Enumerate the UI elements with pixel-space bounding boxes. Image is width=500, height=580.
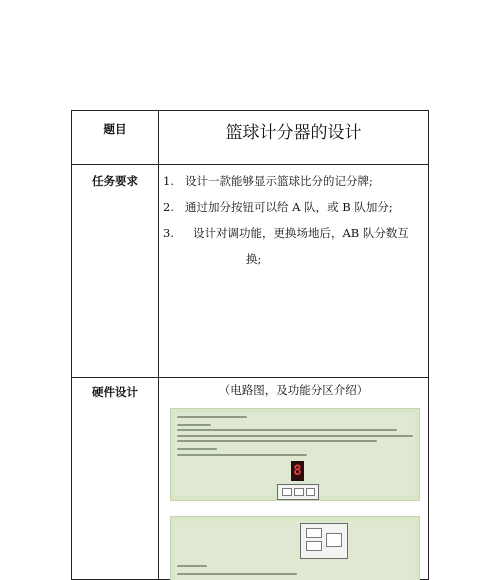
task-item [163,173,422,189]
hardware-caption: （电路图，及功能分区介绍） [218,383,369,397]
design-form-table [71,110,429,580]
task-text: 设计一款能够显示篮球比分的记分牌; [185,174,373,188]
task-label: 任务要求 [92,174,138,188]
task-item [163,225,422,241]
task-text: 设计对调功能，更换场地后，AB 队分数互 [193,226,409,240]
hardware-label: 硬件设计 [92,385,138,399]
task-text: 换; [246,252,262,266]
column-divider [158,111,159,579]
task-number: 1. [163,174,174,188]
task-number: 3. [163,226,174,240]
row-divider-task [72,377,428,378]
task-number: 2. [163,200,174,214]
circuit-board-icon [277,484,319,500]
task-item-continued [163,251,422,267]
row-divider-title [72,164,428,165]
schematic-image [170,516,420,580]
title-label: 题目 [103,122,127,136]
task-item [163,199,422,215]
task-text: 通过加分按钮可以给 A 队，或 B 队加分; [185,200,393,214]
circuit-diagram-image [170,408,420,501]
seven-segment-display: 8 [291,461,304,481]
schematic-block-icon [300,523,348,559]
project-title: 篮球计分器的设计 [225,123,362,143]
